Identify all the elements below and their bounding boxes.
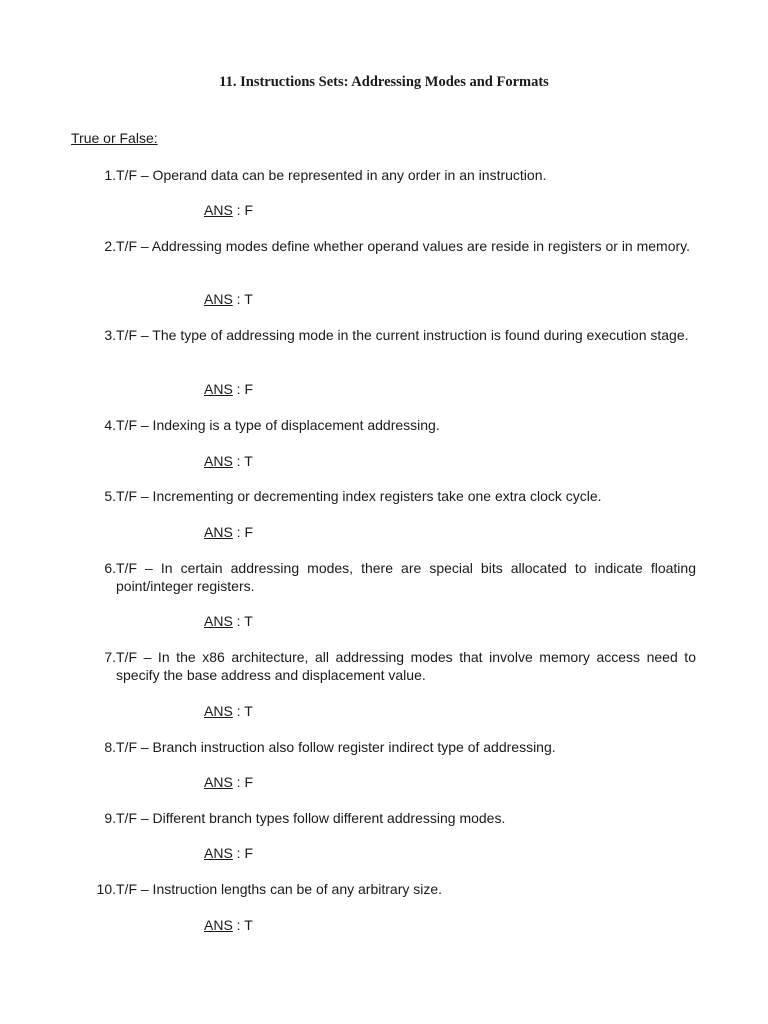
answer-separator: : — [232, 613, 245, 629]
answer-label: ANS — [204, 381, 233, 397]
section-heading: True or False: — [71, 130, 158, 146]
answer-value: T — [244, 613, 253, 629]
answer-label: ANS — [204, 917, 233, 933]
question-text: T/F – In the x86 architecture, all addressing modes that involve memory access need to specify the base address and displacement value. — [116, 649, 696, 683]
answer-separator: : — [232, 381, 245, 397]
answer-label: ANS — [204, 845, 233, 861]
answer-separator: : — [232, 524, 245, 540]
answer-value: F — [244, 845, 254, 861]
answer-line — [204, 612, 253, 630]
answer-separator: : — [232, 845, 245, 861]
question-number: 9. — [104, 810, 116, 826]
answer-value: F — [244, 524, 254, 540]
question-number: 4. — [104, 417, 116, 433]
question-text: T/F – Addressing modes define whether operand values are reside in registers or in memory. — [116, 238, 691, 254]
question-text: T/F – Incrementing or decrementing index registers take one extra clock cycle. — [116, 488, 602, 504]
answer-line — [204, 523, 253, 541]
answer-line — [204, 452, 253, 470]
answer-line — [204, 702, 253, 720]
answer-label: ANS — [204, 774, 233, 790]
answer-separator: : — [232, 291, 245, 307]
answer-line — [204, 380, 253, 398]
answer-label: ANS — [204, 703, 233, 719]
answer-separator: : — [232, 703, 245, 719]
question-text: T/F – In certain addressing modes, there are special bits allocated to indicate floating point/integer registers. — [116, 560, 696, 594]
question-text: T/F – Instruction lengths can be of any arbitrary size. — [116, 881, 443, 897]
answer-line — [204, 290, 253, 308]
answer-value: F — [244, 381, 254, 397]
answer-line — [204, 201, 253, 219]
answer-label: ANS — [204, 202, 233, 218]
question-number: 6. — [104, 560, 116, 576]
question-number: 5. — [104, 488, 116, 504]
answer-value: T — [244, 453, 253, 469]
answer-value: T — [244, 703, 253, 719]
question-number: 2. — [104, 238, 116, 254]
answer-value: T — [244, 917, 253, 933]
question-number: 7. — [104, 649, 116, 665]
answer-value: F — [244, 202, 254, 218]
answer-value: F — [244, 774, 254, 790]
question-number: 3. — [104, 327, 116, 343]
answer-label: ANS — [204, 524, 233, 540]
question-number: 8. — [104, 739, 116, 755]
question-text: T/F – Indexing is a type of displacement addressing. — [116, 417, 440, 433]
question-number: 10. — [96, 881, 116, 897]
answer-value: T — [244, 291, 253, 307]
page-title: 11. Instructions Sets: Addressing Modes and Formats — [219, 74, 549, 90]
answer-separator: : — [232, 453, 245, 469]
answer-separator: : — [232, 917, 245, 933]
question-text: T/F – The type of addressing mode in the current instruction is found during execution stage. — [116, 327, 689, 343]
question-number: 1. — [104, 167, 116, 183]
question-text: T/F – Different branch types follow different addressing modes. — [116, 810, 506, 826]
answer-separator: : — [232, 774, 245, 790]
question-text: T/F – Operand data can be represented in any order in an instruction. — [116, 167, 547, 183]
answer-label: ANS — [204, 613, 233, 629]
answer-label: ANS — [204, 453, 233, 469]
answer-label: ANS — [204, 291, 233, 307]
answer-line — [204, 773, 253, 791]
question-text: T/F – Branch instruction also follow register indirect type of addressing. — [116, 739, 556, 755]
answer-separator: : — [232, 202, 245, 218]
answer-line — [204, 844, 253, 862]
answer-line — [204, 916, 253, 934]
